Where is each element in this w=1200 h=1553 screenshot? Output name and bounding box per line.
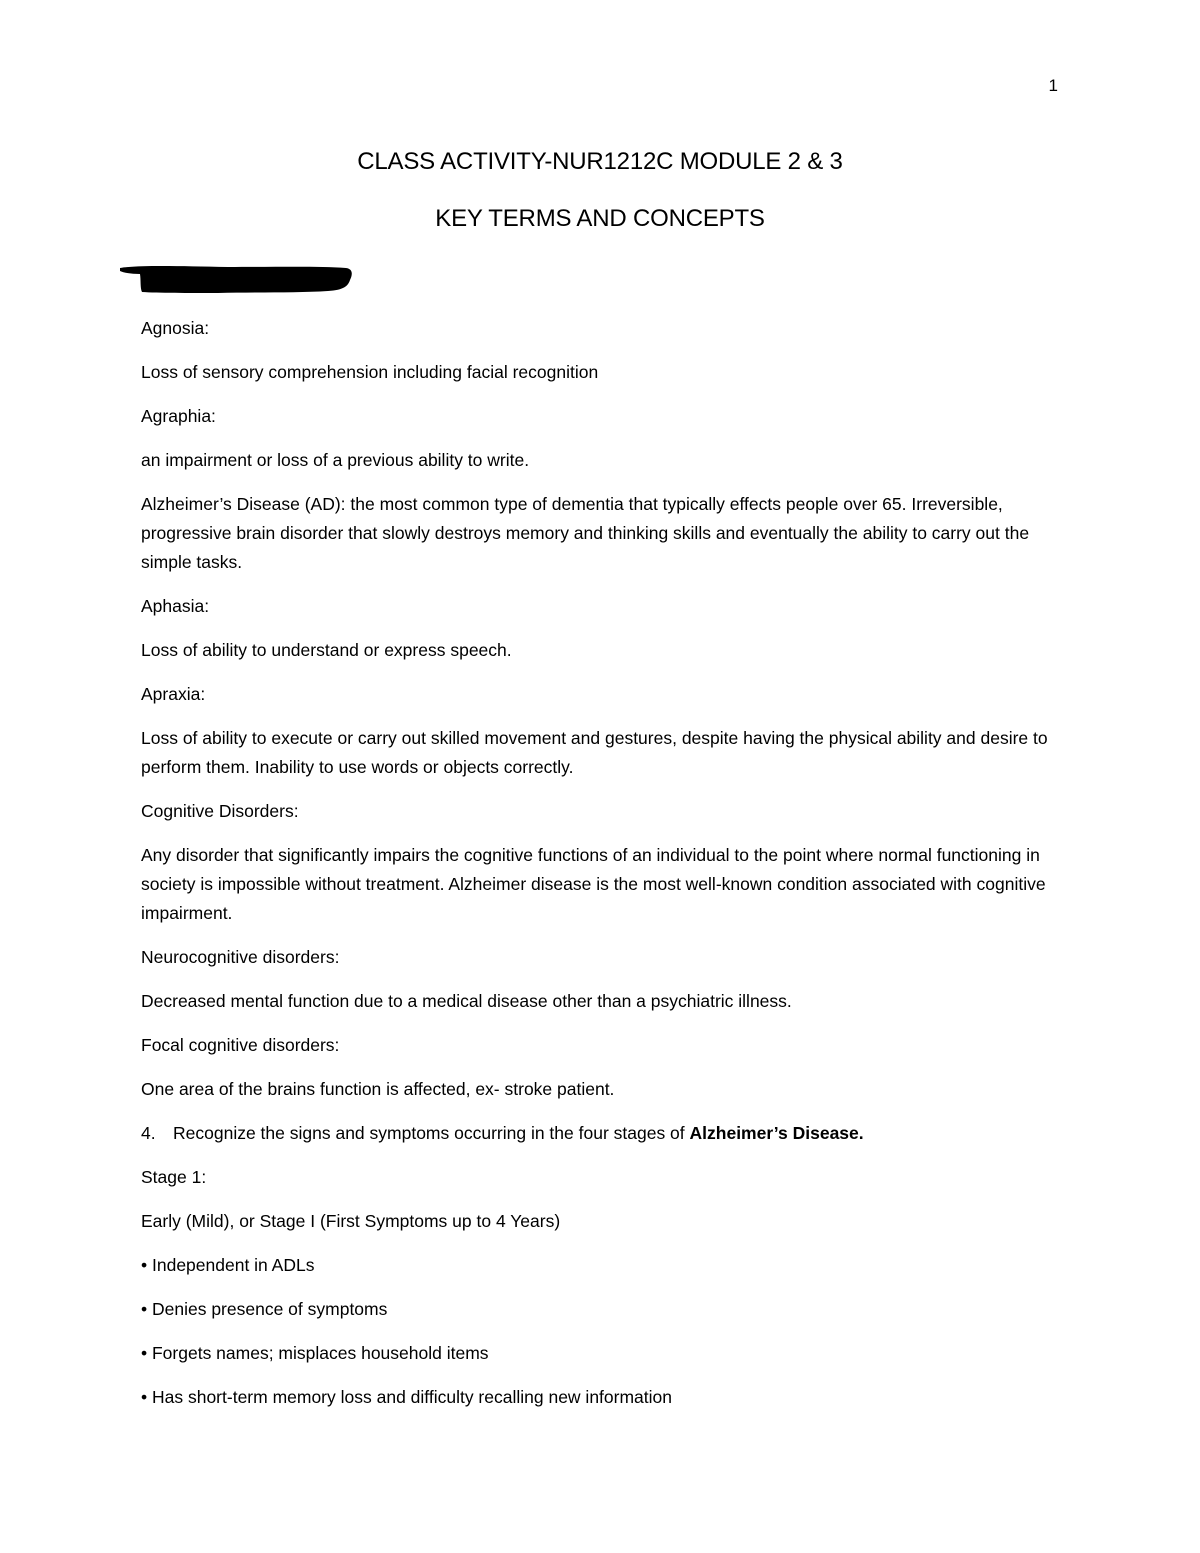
question-number: 4. bbox=[141, 1123, 156, 1143]
term-label-neurocognitive: Neurocognitive disorders: bbox=[141, 947, 340, 967]
stage-1-bullet: • Has short-term memory loss and difficulty recalling new information bbox=[141, 1387, 672, 1407]
stage-1-description: Early (Mild), or Stage I (First Symptoms up to 4 Years) bbox=[141, 1211, 561, 1231]
term-label-agraphia: Agraphia: bbox=[141, 406, 216, 426]
term-def-focal: One area of the brains function is affected, ex- stroke patient. bbox=[141, 1079, 615, 1099]
question-4 bbox=[141, 1119, 1061, 1148]
term-label-focal: Focal cognitive disorders: bbox=[141, 1035, 340, 1055]
term-def-alzheimers: the most common type of dementia that typically effects people over 65. Irreversible, progressive brain disorder that slowly destroys memory and thinking skills and eventually the ability to carry out the simple tasks. bbox=[141, 494, 1030, 572]
stage-1-label: Stage 1: bbox=[141, 1167, 207, 1187]
stage-1-bullet: • Forgets names; misplaces household items bbox=[141, 1343, 489, 1363]
term-label-apraxia: Apraxia: bbox=[141, 684, 206, 704]
term-def-apraxia: Loss of ability to execute or carry out skilled movement and gestures, despite having the physical ability and desire to perform them. Inability to use words or objects correctly. bbox=[141, 728, 1048, 777]
question-bold: Alzheimer’s Disease. bbox=[689, 1123, 864, 1143]
document-subtitle: KEY TERMS AND CONCEPTS bbox=[435, 205, 765, 232]
term-def-aphasia: Loss of ability to understand or express speech. bbox=[141, 640, 512, 660]
term-label-alzheimers: Alzheimer’s Disease (AD): bbox=[141, 494, 346, 514]
redaction-mark bbox=[118, 262, 358, 301]
term-label-cognitive: Cognitive Disorders: bbox=[141, 801, 299, 821]
question-text: Recognize the signs and symptoms occurring in the four stages of bbox=[173, 1123, 690, 1143]
term-label-aphasia: Aphasia: bbox=[141, 596, 210, 616]
term-alzheimers bbox=[141, 490, 1061, 577]
document-title: CLASS ACTIVITY-NUR1212C MODULE 2 & 3 bbox=[357, 148, 843, 175]
term-label-agnosia: Agnosia: bbox=[141, 318, 210, 338]
term-def-agraphia: an impairment or loss of a previous ability to write. bbox=[141, 450, 530, 470]
redaction-scribble-icon bbox=[118, 262, 358, 296]
term-def-neurocognitive: Decreased mental function due to a medical disease other than a psychiatric illness. bbox=[141, 991, 792, 1011]
term-def-cognitive: Any disorder that significantly impairs the cognitive functions of an individual to the point where normal functioning in society is impossible without treatment. Alzheimer disease is the most well-known condition associated with cognitive impairment. bbox=[141, 845, 1046, 923]
stage-1-bullet: • Independent in ADLs bbox=[141, 1255, 315, 1275]
stage-1-bullet: • Denies presence of symptoms bbox=[141, 1299, 388, 1319]
term-def-agnosia: Loss of sensory comprehension including facial recognition bbox=[141, 362, 599, 382]
document-body bbox=[141, 314, 1061, 1427]
page-number: 1 bbox=[1048, 76, 1058, 95]
